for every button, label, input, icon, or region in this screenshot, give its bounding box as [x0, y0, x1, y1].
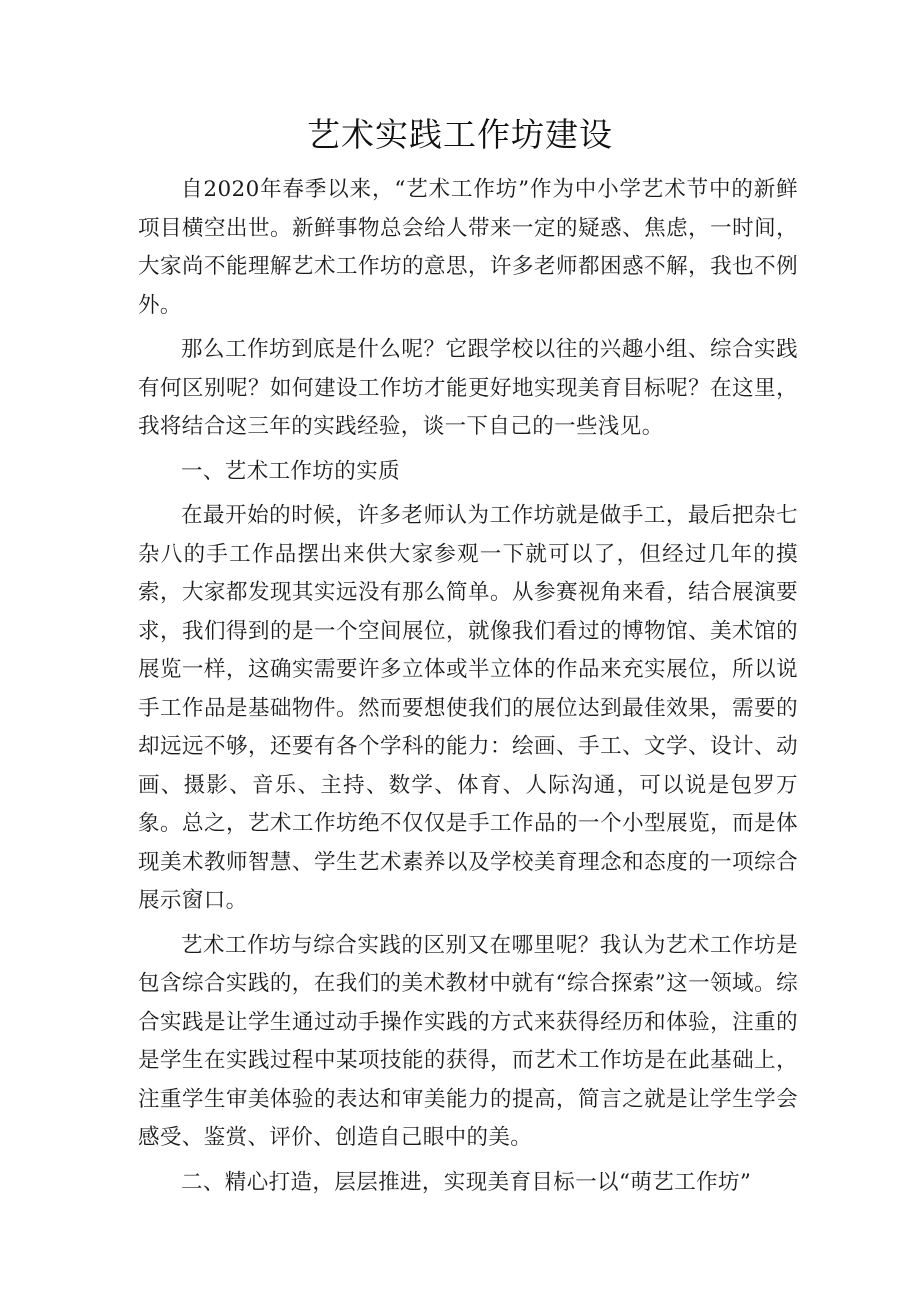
document-title: 艺术实践工作坊建设: [307, 115, 613, 154]
paragraph-essence: 在最开始的时候，许多老师认为工作坊就是做手工，最后把杂七杂八的手工作品摆出来供大家参观一下就可以了，但经过几年的摸索，大家都发现其实远没有那么简单。从参赛视角来看，结合展演要求，我们得到的是一个空间展位，就像我们看过的博物馆、美术馆的展览一样，这确实需要许多立体或半立体的作品来充实展位，所以说手工作品是基础物件。然而要想使我们的展位达到最佳效果，需要的却远远不够，还要有各个学科的能力：绘画、手工、文学、设计、动画、摄影、音乐、主持、数学、体育、人际沟通，可以说是包罗万象。总之，艺术工作坊绝不仅仅是手工作品的一个小型展览，而是体现美术教师智慧、学生艺术素养以及学校美育理念和态度的一项综合展示窗口。: [138, 503, 798, 913]
document-body: [138, 171, 798, 1202]
section-heading-2: 二、精心打造，层层推进，实现美育目标一以“萌艺工作坊”: [181, 1169, 752, 1195]
paragraph-difference: 艺术工作坊与综合实践的区别又在哪里呢？我认为艺术工作坊是包含综合实践的，在我们的美术教材中就有“综合探索”这一领域。综合实践是让学生通过动手操作实践的方式来获得经历和体验，注重的是学生在实践过程中某项技能的获得，而艺术工作坊是在此基础上，注重学生审美体验的表达和审美能力的提高，简言之就是让学生学会感受、鉴赏、评价、创造自己眼中的美。: [138, 932, 798, 1150]
paragraph-questions: 那么工作坊到底是什么呢？它跟学校以往的兴趣小组、综合实践有何区别呢？如何建设工作坊才能更好地实现美育目标呢？在这里，我将结合这三年的实践经验，谈一下自己的一些浅见。: [138, 337, 798, 439]
section-heading-1: 一、艺术工作坊的实质: [181, 458, 401, 484]
paragraph-intro: 自2020年春季以来，“艺术工作坊”作为中小学艺术节中的新鲜项目横空出世。新鲜事物总会给人带来一定的疑惑、焦虑，一时间，大家尚不能理解艺术工作坊的意思，许多老师都困惑不解，我也不例外。: [138, 177, 798, 318]
